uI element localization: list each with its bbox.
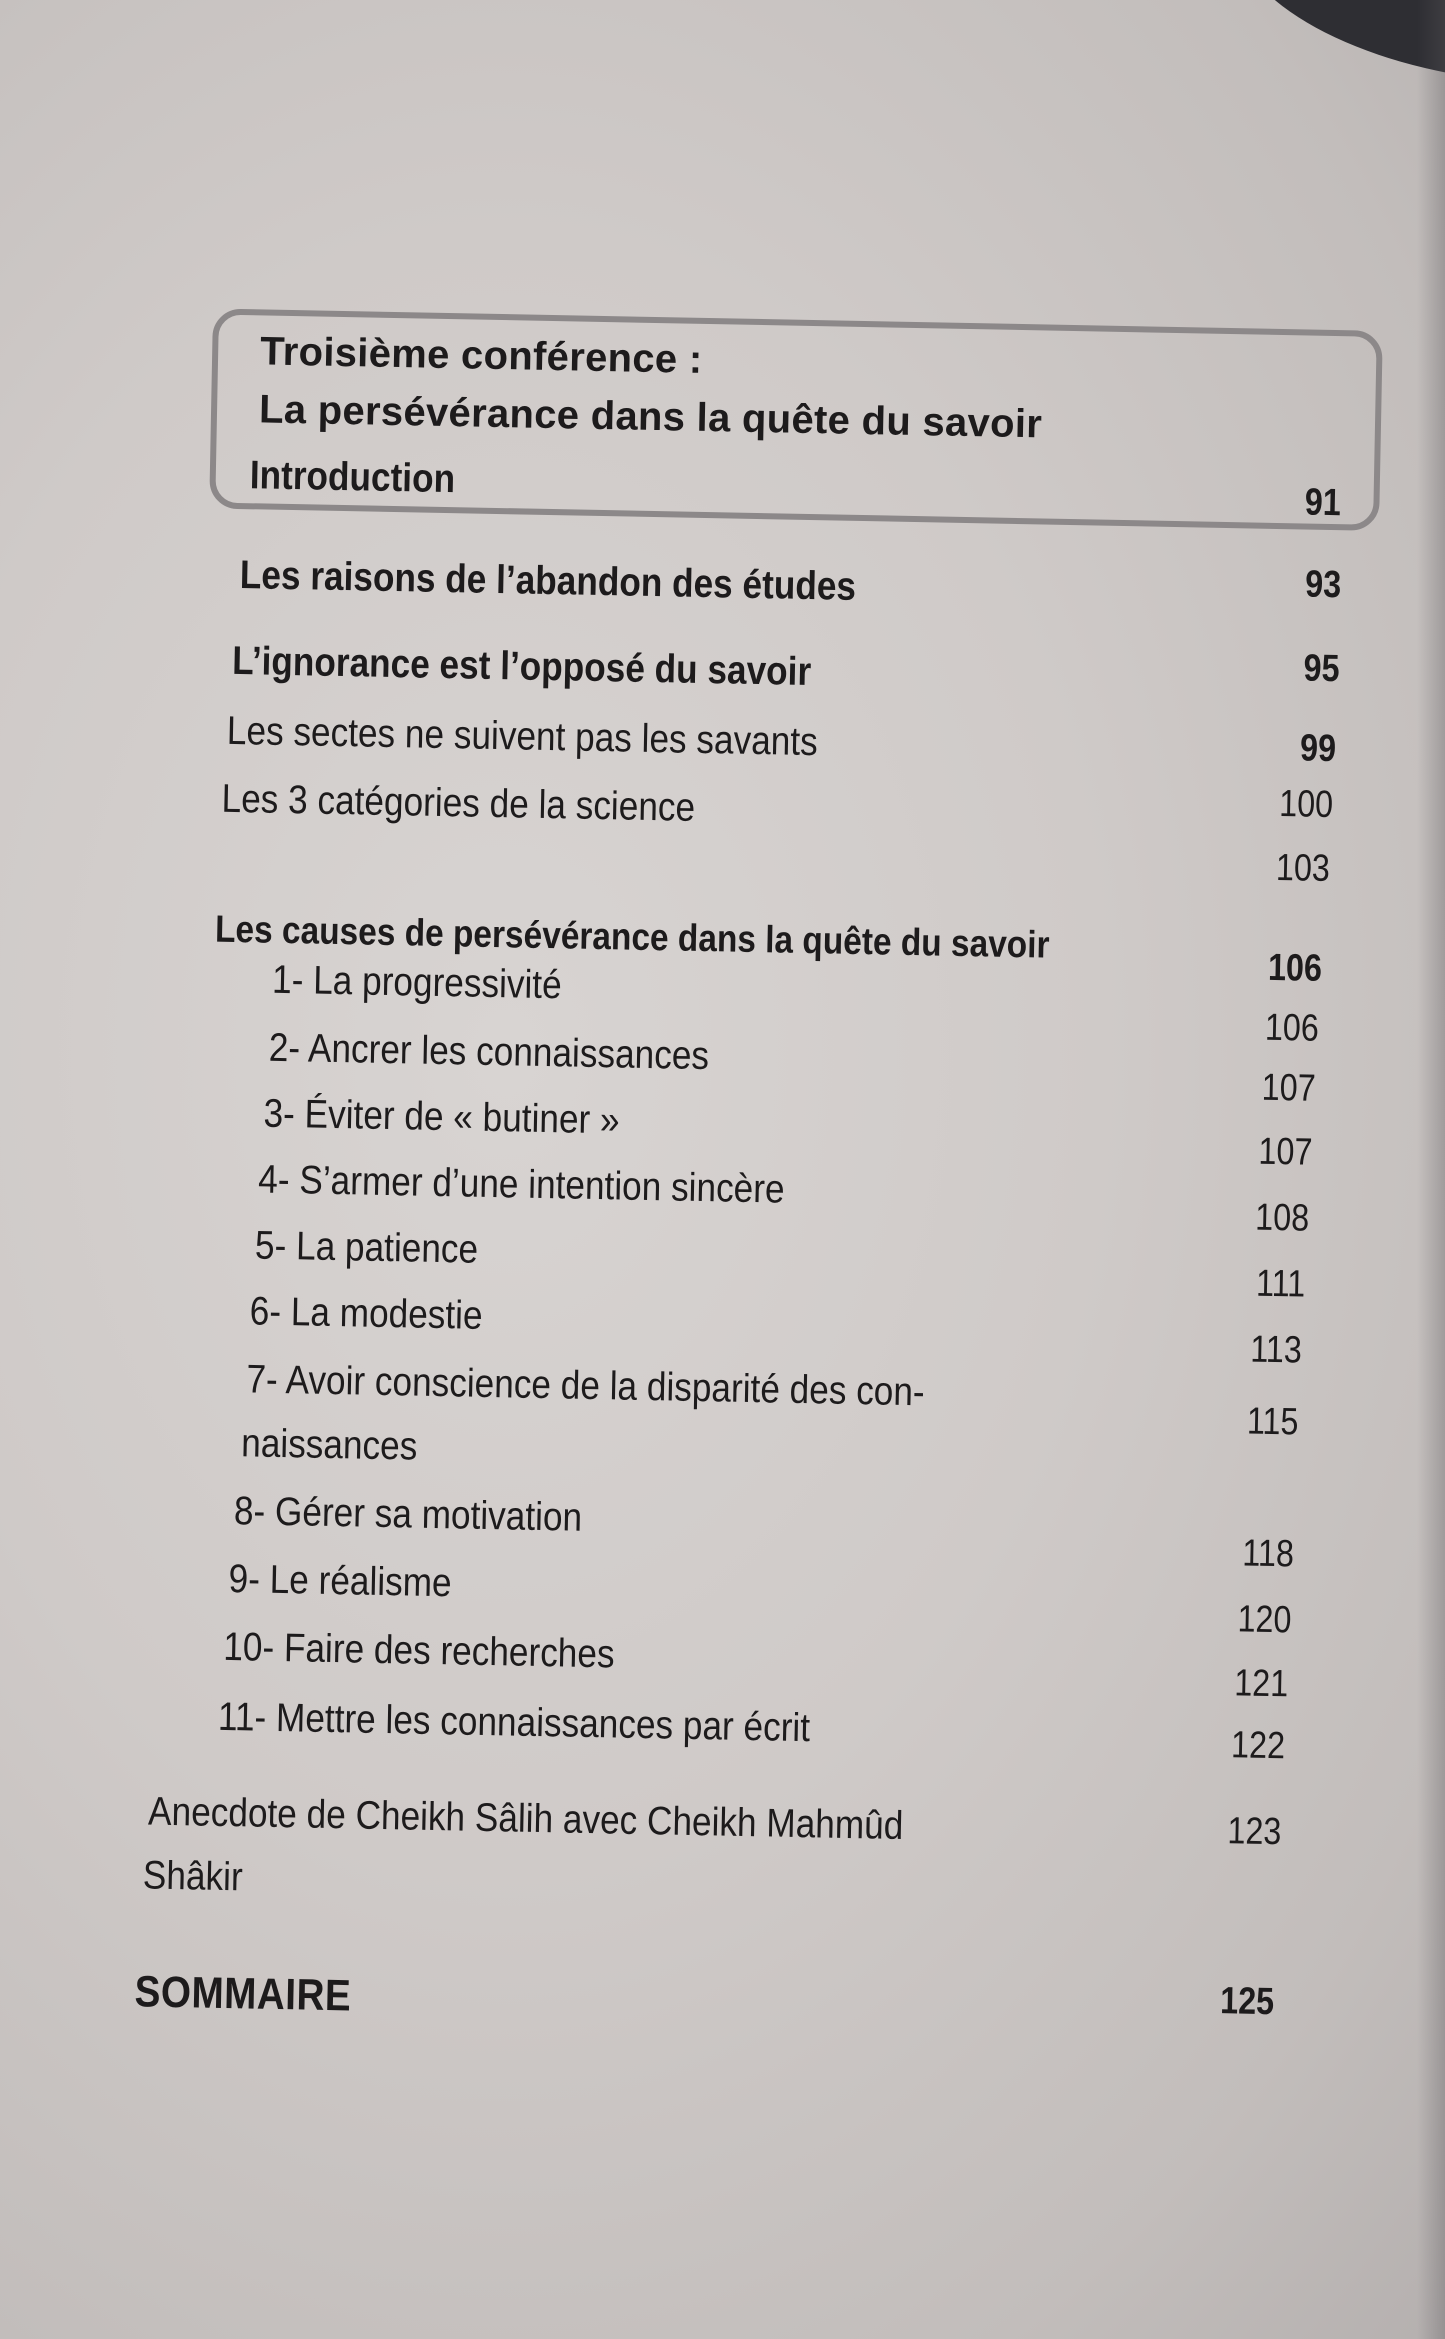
- toc-entry-label: Les sectes ne suivent pas les savants: [226, 708, 819, 765]
- toc-entry-page: 120: [1236, 1598, 1292, 1642]
- toc-entry-label: 10- Faire des recherches: [222, 1624, 615, 1677]
- toc-entry-label: SOMMAIRE: [134, 1967, 352, 2021]
- toc-entry-page: 121: [1233, 1662, 1289, 1706]
- toc-entry-label: 8- Gérer sa motivation: [233, 1489, 583, 1540]
- toc-entry-page: 111: [1255, 1262, 1306, 1306]
- toc-entry[interactable]: [0, 1353, 1442, 1501]
- toc-entry-label: Anecdote de Cheikh Sâlih avec Cheikh Mahmûd: [147, 1789, 904, 1849]
- toc-entry-page: 125: [1219, 1980, 1275, 2024]
- toc-entry[interactable]: [11, 549, 1445, 637]
- toc-entry-label: Les raisons de l’abandon des études: [239, 553, 857, 609]
- toc-entry-label: Les causes de persévérance dans la quête du savoir: [214, 908, 1050, 967]
- chapter-title-line2: La persévérance dans la quête du savoir: [258, 387, 1043, 447]
- toc-entry-page: 95: [1302, 647, 1340, 691]
- toc-entry-page: 118: [1242, 1532, 1295, 1576]
- toc-entry-anecdote[interactable]: [0, 1786, 1433, 1934]
- chapter-title-line1: Troisième conférence :: [259, 329, 703, 382]
- toc-entry-label: 7- Avoir conscience de la disparité des con-: [246, 1357, 926, 1415]
- toc-entry-page: 122: [1230, 1724, 1286, 1768]
- toc-entry-page: 91: [1304, 481, 1341, 525]
- toc-entry-label: 1- La progressivité: [271, 957, 563, 1008]
- toc-entry-label: 6- La modestie: [249, 1289, 484, 1338]
- toc-entry-label-continued: Shâkir: [142, 1853, 244, 1900]
- toc-entry-page: 93: [1304, 563, 1342, 607]
- toc-entry-label: Les 3 catégories de la science: [221, 776, 696, 830]
- toc-entry-label: 11- Mettre les connaissances par écrit: [217, 1694, 811, 1751]
- toc-entry-label: 3- Éviter de « butiner »: [263, 1091, 621, 1143]
- toc-entry-label-continued: naissances: [240, 1421, 418, 1469]
- toc-entry-sommaire[interactable]: [0, 1964, 1430, 2052]
- toc-entry-page: 100: [1278, 783, 1334, 827]
- toc-entry-label: L’ignorance est l’opposé du savoir: [231, 638, 812, 695]
- toc-entry-label: 4- S’armer d’une intention sincère: [257, 1157, 785, 1212]
- toc-entry-label: 2- Ancrer les connaissances: [268, 1025, 710, 1079]
- toc-entry-page: 106: [1267, 946, 1322, 990]
- toc-entry-label: 5- La patience: [254, 1223, 479, 1272]
- toc-entry-page: 99: [1299, 727, 1337, 771]
- toc-entry-page: 103: [1275, 846, 1330, 891]
- toc-entry-page: 115: [1246, 1400, 1300, 1444]
- toc-entry-label: Introduction: [249, 453, 456, 502]
- toc-entry-page: 113: [1250, 1328, 1303, 1372]
- toc-entry-label: 9- Le réalisme: [228, 1557, 453, 1606]
- toc-entry-page: 108: [1254, 1196, 1310, 1240]
- toc-entry-page: 107: [1257, 1130, 1313, 1174]
- toc-entry-page: 106: [1264, 1006, 1319, 1050]
- toc-entry-page: 123: [1226, 1810, 1282, 1854]
- toc-entry-page: 107: [1260, 1066, 1316, 1110]
